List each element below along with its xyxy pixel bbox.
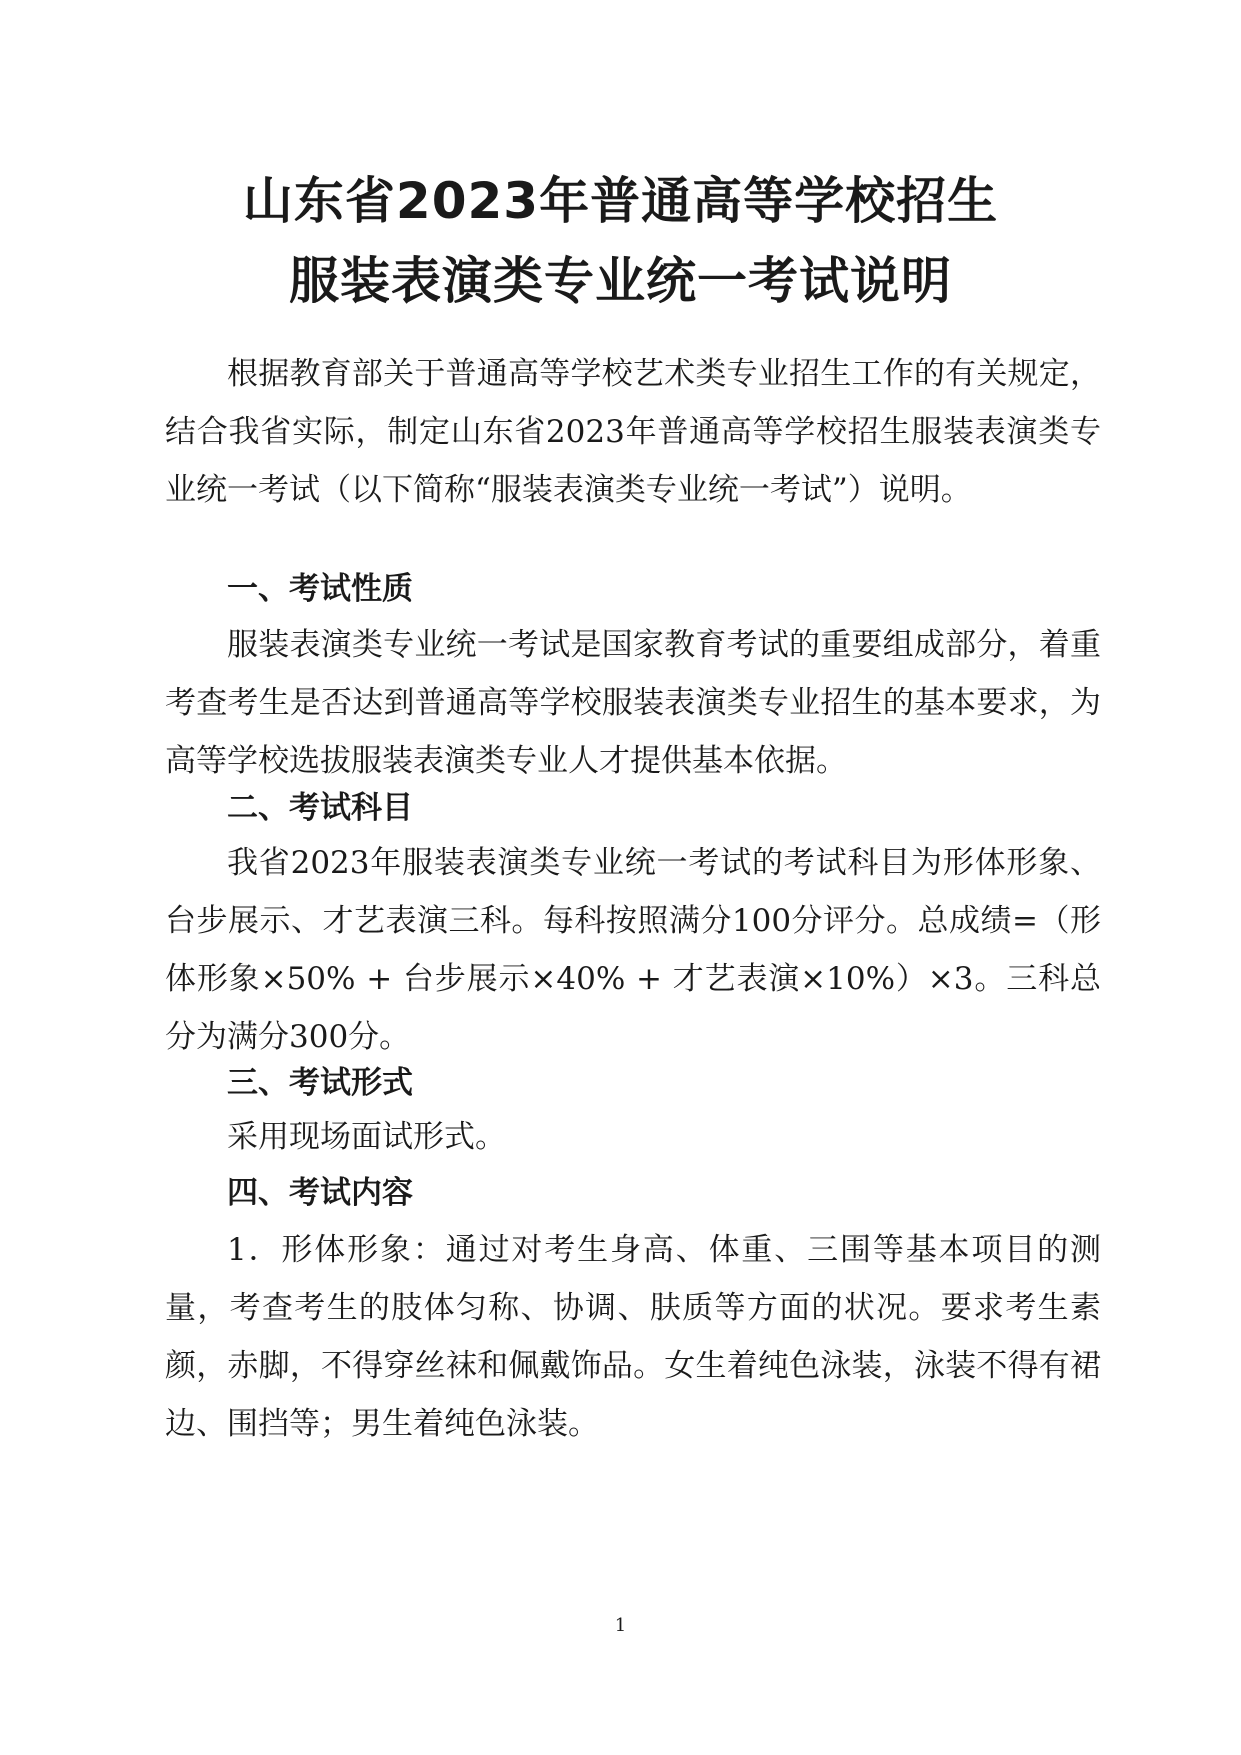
section-heading-format: 三、考试形式 — [227, 1065, 413, 1101]
section-heading-content: 四、考试内容 — [227, 1175, 413, 1211]
intro-paragraph: 根据教育部关于普通高等学校艺术类专业招生工作的有关规定，结合我省实际，制定山东省2023年普通高等学校招生服装表演类专业统一考试（以下简称“服装表演类专业统一考试”）说明。 — [165, 356, 1101, 508]
section-heading-subjects: 二、考试科目 — [227, 790, 413, 826]
page-number: 1 — [614, 1615, 627, 1636]
section-heading-nature: 一、考试性质 — [227, 571, 413, 607]
section-text-nature: 服装表演类专业统一考试是国家教育考试的重要组成部分，着重考查考生是否达到普通高等学校服装表演类专业招生的基本要求，为高等学校选拔服装表演类专业人才提供基本依据。 — [165, 627, 1101, 779]
section-text-subjects: 我省2023年服装表演类专业统一考试的考试科目为形体形象、台步展示、才艺表演三科。每科按照满分100分评分。总成绩=（形体形象×50% + 台步展示×40% + 才艺表演×10%）×3。三科总分为满分300分。 — [165, 845, 1101, 1055]
section-text-content: 1．形体形象：通过对考生身高、体重、三围等基本项目的测量，考查考生的肢体匀称、协调、肤质等方面的状况。要求考生素颜，赤脚，不得穿丝袜和佩戴饰品。女生着纯色泳装，泳装不得有裙边、围挡等；男生着纯色泳装。 — [165, 1232, 1101, 1442]
document-title-line2: 服装表演类专业统一考试说明 — [289, 252, 952, 310]
section-text-format: 采用现场面试形式。 — [227, 1119, 506, 1155]
document-title-line1: 山东省2023年普通高等学校招生 — [242, 172, 999, 230]
